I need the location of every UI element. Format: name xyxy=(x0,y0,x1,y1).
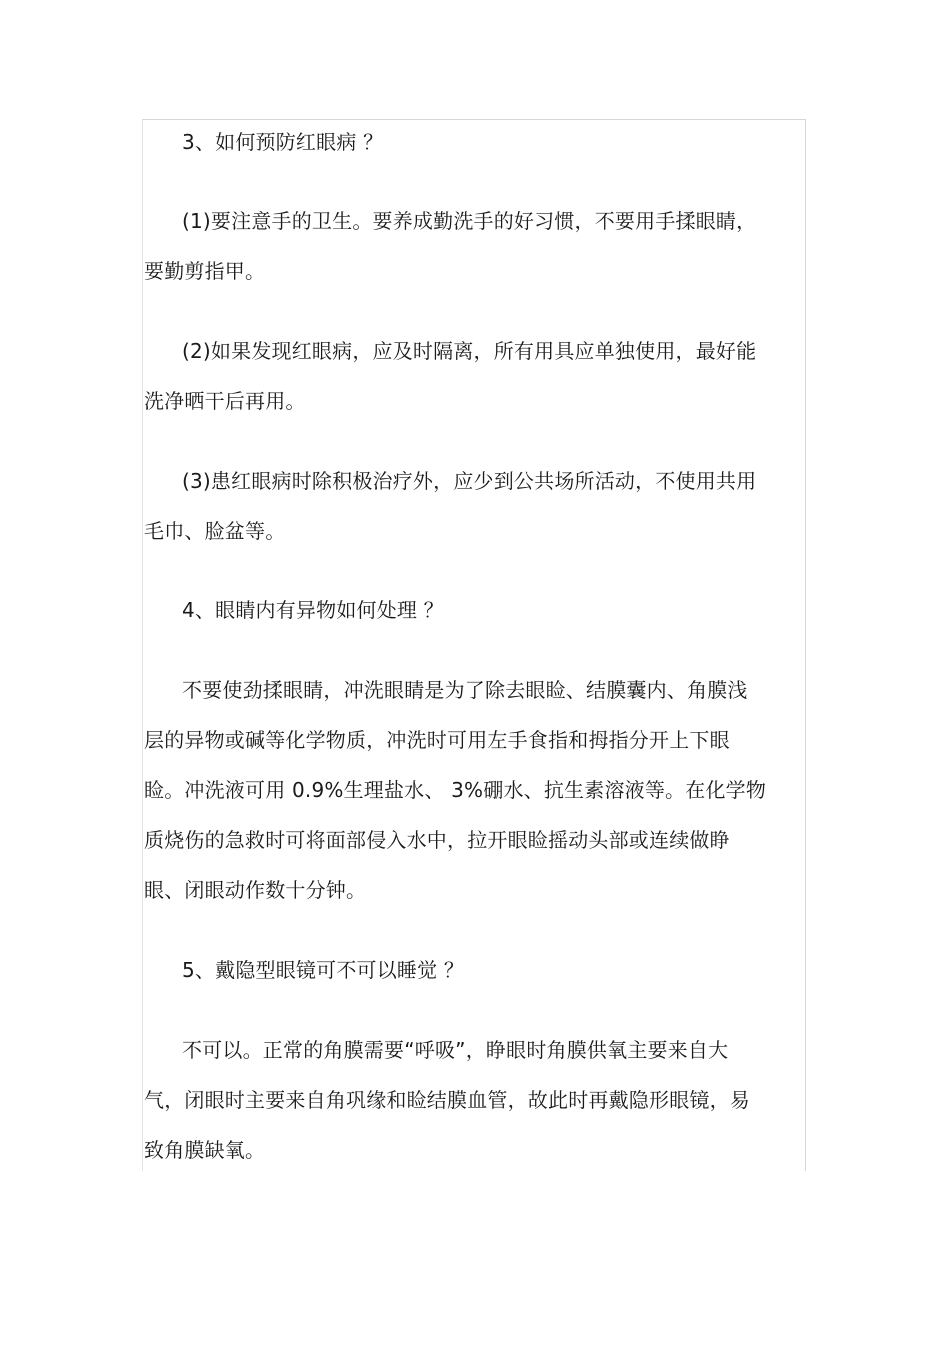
paragraph-line: 眼、闭眼动作数十分钟。 xyxy=(144,878,367,902)
paragraph-line: 洗净晒干后再用。 xyxy=(144,389,306,413)
paragraph-line: 毛巾、脸盆等。 xyxy=(144,519,286,543)
paragraph-line: 不可以。正常的角膜需要“呼吸”，睁眼时角膜供氧主要来自大 xyxy=(182,1038,729,1062)
paragraph-line: 致角膜缺氧。 xyxy=(144,1138,266,1162)
paragraph-line: 要勤剪指甲。 xyxy=(144,259,266,283)
paragraph-line: 不要使劲揉眼睛，冲洗眼睛是为了除去眼睑、结膜囊内、角膜浅 xyxy=(182,678,748,702)
section-heading-3: 3、如何预防红眼病 ？ xyxy=(182,130,384,154)
paragraph-line: (3)患红眼病时除积极治疗外，应少到公共场所活动，不使用共用 xyxy=(182,469,757,493)
paragraph-line: 层的异物或碱等化学物质，冲洗时可用左手食指和拇指分开上下眼 xyxy=(144,728,730,752)
section-heading-5: 5、戴隐型眼镜可不可以睡觉 ？ xyxy=(182,958,465,982)
paragraph-line: 睑。冲洗液可用 0.9%生理盐水、 3%硼水、抗生素溶液等。在化学物 xyxy=(144,778,767,802)
paragraph-line: 质烧伤的急救时可将面部侵入水中，拉开眼睑摇动头部或连续做睁 xyxy=(144,828,730,852)
paragraph-line: 气，闭眼时主要来自角巩缘和睑结膜血管，故此时再戴隐形眼镜，易 xyxy=(144,1088,750,1112)
paragraph-line: (2)如果发现红眼病，应及时隔离，所有用具应单独使用，最好能 xyxy=(182,339,757,363)
paragraph-line: (1)要注意手的卫生。要养成勤洗手的好习惯，不要用手揉眼睛， xyxy=(182,209,757,233)
section-heading-4: 4、眼睛内有异物如何处理 ？ xyxy=(182,598,444,622)
